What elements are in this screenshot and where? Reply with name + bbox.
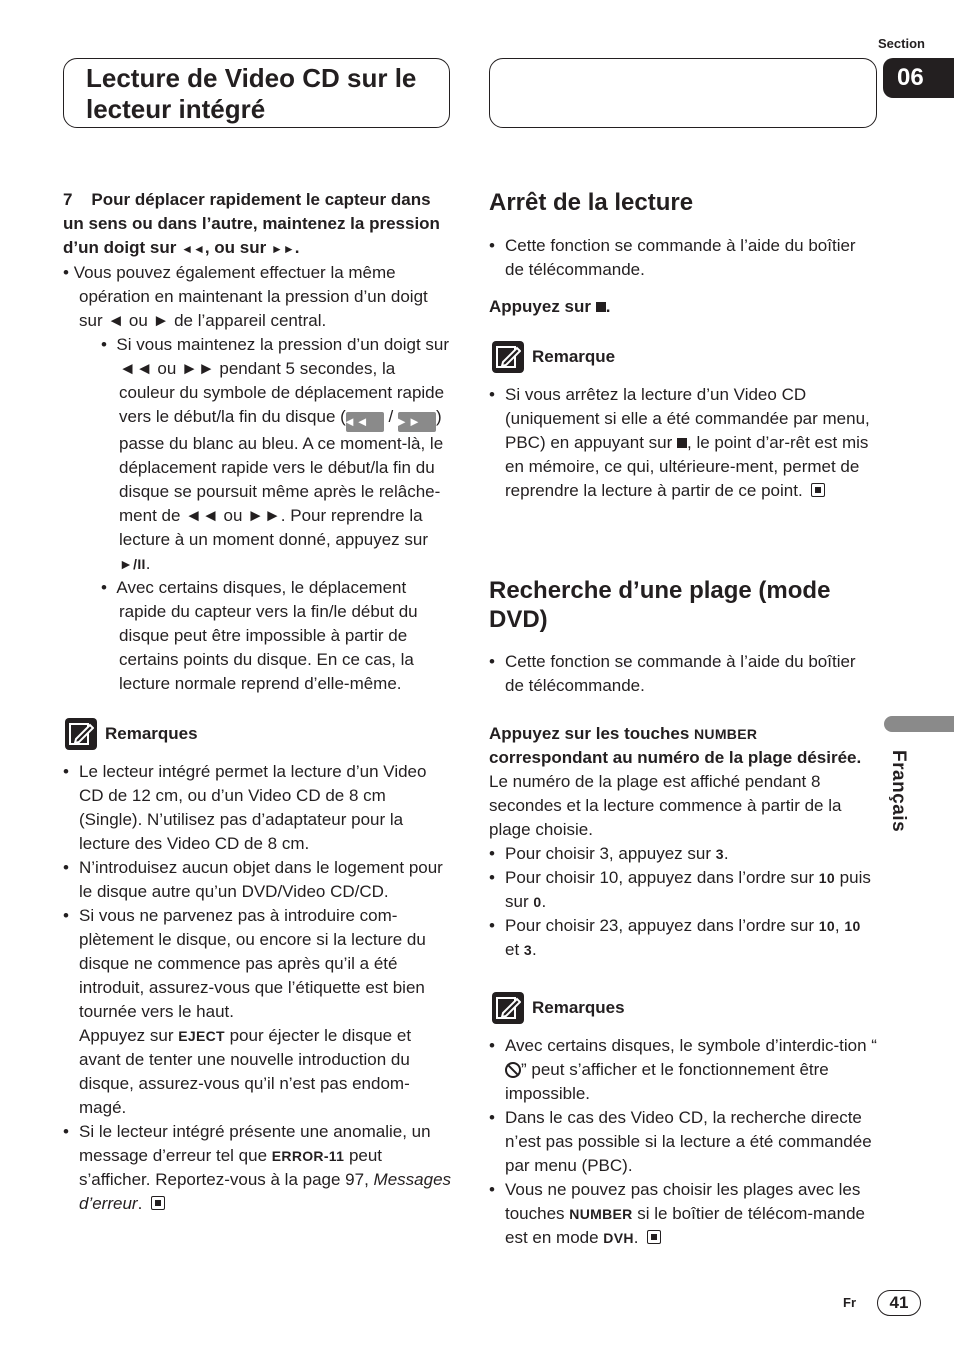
- heading-search: Recherche d’une plage (mode DVD): [489, 577, 831, 633]
- sub-bullets: [63, 333, 453, 696]
- note-2: • N’introduisez aucun objet dans le logement pour le disque autre qu’un DVD/Video CD/CD.: [63, 856, 453, 904]
- note-3: • Si vous ne parvenez pas à introduire com-plètement le disque, ou encore si la lecture du disque ne commence pas après qu’il a été introduit, assurez-vous que l’étiquette est bien tournée vers le haut.: [63, 904, 453, 1024]
- search-press: Appuyez sur les touches NUMBER correspondant au numéro de la plage désirée.: [489, 724, 862, 767]
- error-key: ERROR-11: [271, 1148, 345, 1164]
- stop-note-title: Remarque: [532, 347, 616, 366]
- search-note-3: • Vous ne pouvez pas choisir les plages avec les touches NUMBER si le boîtier de télécom-mande est en mode DVH.: [489, 1178, 879, 1250]
- step-7: 7 Pour déplacer rapidement le capteur dans un sens ou dans l’autre, maintenez la pression d’un doigt sur ◄◄, ou sur ►►.: [63, 190, 440, 257]
- skip-back-icon: ◄◄: [346, 412, 384, 432]
- notes-title: Remarques: [105, 724, 198, 743]
- bullet-1: • Vous pouvez également effectuer la même opération en maintenant la pression d’un doigt sur ◄ ou ► de l’appareil central.: [63, 263, 428, 330]
- title-line-1: Lecture de Video CD sur le: [86, 63, 417, 93]
- empty-title-box: [489, 58, 877, 128]
- page-number: 41: [877, 1290, 921, 1316]
- sub-bullet-2: • Avec certains disques, le déplacement rapide du capteur vers la fin/le début du disque peut être impossible à partir de certains points du disque. En ce cas, la lecture normale reprend d’elle-même.: [101, 578, 418, 693]
- example-3: • Pour choisir 23, appuyez dans l’ordre sur 10, 10 et 3.: [489, 914, 879, 962]
- rewind-icon: ◄◄: [181, 242, 205, 256]
- footer-lang: Fr: [843, 1295, 856, 1310]
- step-text-b: , ou sur: [204, 238, 267, 257]
- note-pencil-icon: [492, 992, 524, 1024]
- example-1: • Pour choisir 3, appuyez sur 3.: [489, 842, 879, 866]
- section-number: 06: [883, 58, 954, 98]
- fast-forward-icon: ►►: [270, 242, 295, 256]
- left-column: [63, 188, 453, 1216]
- search-bullet: • Cette fonction se commande à l’aide du boîtier de télécommande.: [489, 650, 879, 698]
- error-link: Messages d’erreur: [79, 1170, 452, 1213]
- skip-forward-icon: ►►: [398, 412, 436, 432]
- note-pencil-icon: [65, 718, 97, 750]
- search-notes-list: [489, 1034, 879, 1250]
- stop-icon: [596, 302, 606, 312]
- note-3b: Appuyez sur EJECT pour éjecter le disque et avant de tenter une nouvelle introduction du disque, assurez-vous qu’il n’est pas endom-magé.: [79, 1026, 412, 1117]
- end-mark-icon: [811, 483, 825, 497]
- number-key: NUMBER: [694, 726, 758, 742]
- heading-stop: Arrêt de la lecture: [489, 189, 694, 216]
- end-mark-icon: [647, 1230, 661, 1244]
- note-pencil-icon: [492, 341, 524, 373]
- stop-note: • Si vous arrêtez la lecture d’un Video CD (uniquement si elle a été commandée par menu, PBC) en appuyant sur , le point d’ar-rêt est mis en mémoire, ce qui, ultérieure-ment, permet de reprendre la lecture à partir de ce point.: [489, 383, 879, 503]
- prohibition-icon: [505, 1062, 521, 1078]
- step-text-a: Pour déplacer rapidement le capteur dans un sens ou dans l’autre, maintenez la pression d’un doigt sur: [63, 190, 440, 257]
- language-label: Français: [888, 750, 909, 833]
- title-line-2: lecteur intégré: [86, 94, 266, 124]
- step-number: 7: [63, 190, 73, 209]
- right-column: [489, 188, 879, 1250]
- stop-press: Appuyez sur .: [489, 297, 611, 316]
- stop-note-heading: [492, 341, 879, 373]
- end-mark-icon: [151, 1196, 165, 1210]
- note-4: • Si le lecteur intégré présente une anomalie, un message d’erreur tel que ERROR-11 peut s’afficher. Reportez-vous à la page 97, Messages d’erreur.: [63, 1120, 453, 1216]
- section-label: Section: [878, 36, 925, 51]
- page-title: [63, 58, 450, 128]
- search-notes-heading: [492, 992, 879, 1024]
- search-notes-title: Remarques: [532, 998, 625, 1017]
- example-2: • Pour choisir 10, appuyez dans l’ordre sur 10 puis sur 0.: [489, 866, 879, 914]
- search-body: Le numéro de la plage est affiché pendant 8 secondes et la lecture commence à partir de la plage choisie.: [489, 772, 842, 839]
- play-pause-key: ►/II: [119, 556, 146, 572]
- sub-bullet-1: • Si vous maintenez la pression d’un doigt sur ◄◄ ou ►► pendant 5 secondes, la couleur du symbole de déplacement rapide vers le début/la fin du disque (◄◄ / ►► ) passe du blanc au bleu. A ce moment-là, le déplacement rapide vers le début/la fin du disque se poursuit même après le relâche-ment de ◄◄ ou ►►. Pour reprendre la lecture à un moment donné, appuyez sur ►/II.: [101, 335, 450, 573]
- search-note-2: • Dans le cas des Video CD, la recherche directe n’est pas possible si la lecture a été commandée par menu (PBC).: [489, 1106, 879, 1178]
- language-tab: [884, 716, 954, 732]
- notes-list: [63, 760, 453, 1216]
- stop-bullet: • Cette fonction se commande à l’aide du boîtier de télécommande.: [489, 234, 879, 282]
- eject-key: EJECT: [178, 1028, 225, 1044]
- stop-icon: [677, 438, 687, 448]
- notes-heading: [65, 718, 453, 750]
- note-1: • Le lecteur intégré permet la lecture d’un Video CD de 12 cm, ou d’un Video CD de 8 cm (Single). N’utilisez pas d’adaptateur pour la lecture des Video CD de 8 cm.: [63, 760, 453, 856]
- search-note-1: • Avec certains disques, le symbole d’interdic-tion “” peut s’afficher et le fonctionnement être impossible.: [489, 1034, 879, 1106]
